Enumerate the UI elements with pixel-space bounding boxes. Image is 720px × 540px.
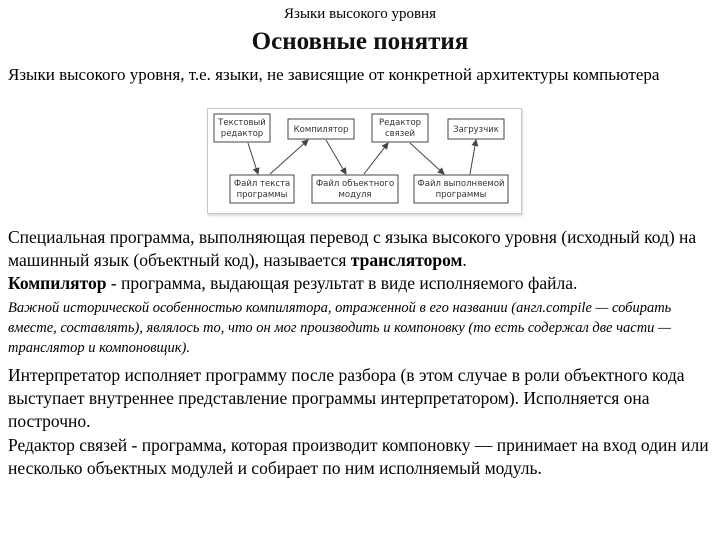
arrow-object-to-linker [364, 143, 388, 174]
box-linker-line2: связей [384, 129, 416, 139]
linker-paragraph: Редактор связей - программа, которая производит компоновку — принимает на вход один или несколько объектных модулей и собирает по ним исполняемый модуль. [8, 435, 709, 478]
translator-term: транслятором [350, 250, 463, 270]
box-compiler-label: Компилятор [293, 125, 349, 135]
box-object-file-line1: Файл объектного [315, 179, 395, 189]
arrow-source-to-compiler [270, 140, 308, 174]
diagram-svg [208, 109, 521, 213]
slide-subtitle: Языки высокого уровня [284, 6, 436, 22]
compiler-definition: - программа, выдающая результат в виде исполняемого файла. [106, 273, 578, 293]
compiler-term: Компилятор [8, 273, 107, 293]
translator-period: . [462, 250, 467, 270]
box-linker-line1: Редактор [378, 118, 422, 128]
translator-paragraph [8, 226, 712, 295]
arrow-linker-to-executable [410, 143, 444, 174]
box-executable-file-line2: программы [435, 190, 487, 200]
arrow-editor-to-source [248, 143, 258, 174]
box-source-file-line2: программы [236, 190, 288, 200]
intro-text: Языки высокого уровня, т.е. языки, не зависящие от конкретной архитектуры компьютера [8, 65, 660, 84]
compilation-diagram [207, 108, 522, 214]
slide-title: Основные понятия [251, 28, 469, 55]
interpreter-paragraph: Интерпретатор исполняет программу после разбора (в этом случае в роли объектного кода выступает внутреннее представление программы интерпретатором). Исполняется она построчно. [8, 365, 685, 431]
translator-text: Специальная программа, выполняющая перевод с языка высокого уровня (исходный код) на машинный язык (объектный код), называется [8, 227, 697, 270]
box-loader-label: Загрузчик [453, 125, 499, 135]
box-source-file-line1: Файл текста [233, 179, 291, 189]
arrow-compiler-to-object [326, 140, 346, 174]
box-executable-file-line1: Файл выполняемой [417, 179, 505, 189]
box-text-editor-line2: редактор [220, 129, 264, 139]
arrow-executable-to-loader [470, 140, 476, 174]
box-text-editor-line1: Текстовый [218, 118, 266, 128]
box-object-file-line2: модуля [338, 190, 372, 200]
compiler-history-paragraph: Важной исторической особенностью компилятора, отраженной в его названии (англ.compile — собирать вместе, составлять), являлось то, что он мог производить и компоновку (то есть содержал две части — транслятор и компоновщик). [8, 300, 672, 356]
